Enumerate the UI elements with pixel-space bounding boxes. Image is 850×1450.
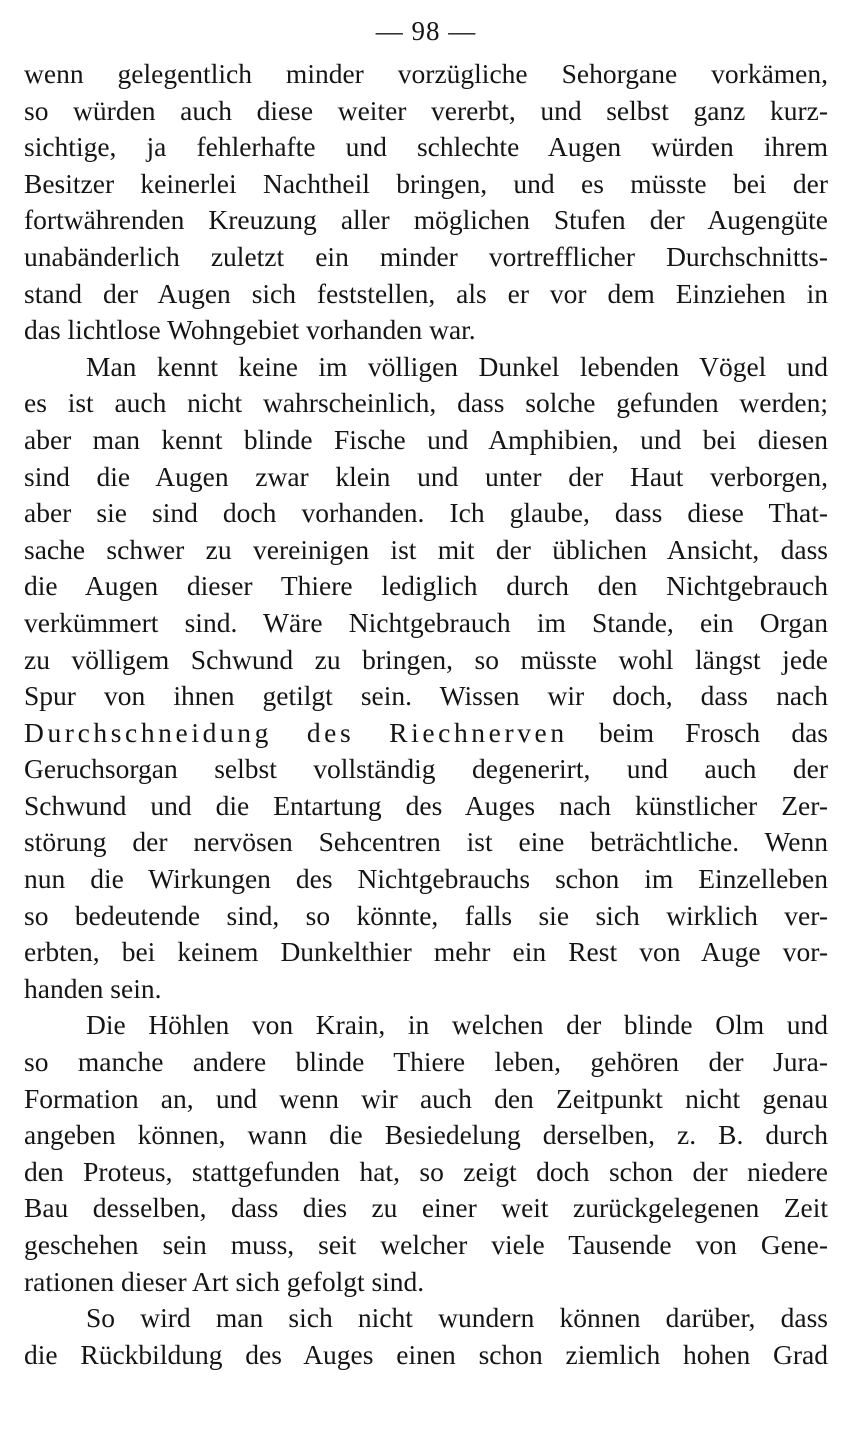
- text-line: erbten, bei keinem Dunkelthier mehr ein Rest von Auge vor-: [24, 936, 828, 968]
- text-line: störung der nervösen Sehcentren ist eine beträchtliche. Wenn: [24, 826, 828, 858]
- body-text: [24, 56, 828, 1373]
- text-line: sichtige, ja fehlerhafte und schlechte Augen würden ihrem: [24, 131, 828, 163]
- spaced-emphasis: Durchschneidung des Riechnerven: [24, 716, 568, 748]
- text-line: aber man kennt blinde Fische und Amphibien, und bei diesen: [24, 423, 828, 455]
- text-line: wenn gelegentlich minder vorzügliche Sehorgane vorkämen,: [24, 58, 828, 89]
- text-line: Geruchsorgan selbst vollständig degenerirt, und auch der: [24, 753, 828, 785]
- text-line: so bedeutende sind, so könnte, falls sie sich wirklich ver-: [24, 899, 828, 931]
- text-line: geschehen sein muss, seit welcher viele Tausende von Gene-: [24, 1229, 828, 1260]
- text-line: So wird man sich nicht wundern können darüber, dass: [86, 1302, 828, 1334]
- page-number: — 98 —: [375, 16, 477, 46]
- paragraph-1: [24, 56, 828, 349]
- text-line: unabänderlich zuletzt ein minder vortrefflicher Durchschnitts-: [24, 240, 828, 272]
- text-line: Schwund und die Entartung des Auges nach künstlicher Zer-: [24, 789, 828, 821]
- text-line: den Proteus, stattgefunden hat, so zeigt doch schon der niedere: [24, 1155, 828, 1187]
- text-line-tail: beim Frosch das: [567, 716, 828, 748]
- text-line: so würden auch diese weiter vererbt, und selbst ganz kurz-: [24, 94, 828, 126]
- text-line: aber sie sind doch vorhanden. Ich glaube, dass diese That-: [24, 497, 828, 529]
- text-line: Bau desselben, dass dies zu einer weit zurückgelegenen Zeit: [24, 1192, 828, 1224]
- text-line: fortwährenden Kreuzung aller möglichen Stufen der Augengüte: [24, 204, 828, 236]
- text-line: Man kennt keine im völligen Dunkel lebenden Vögel und: [86, 350, 828, 382]
- paragraph-4: [24, 1300, 828, 1373]
- text-line: das lichtlose Wohngebiet vorhanden war.: [24, 314, 476, 346]
- paragraph-2: [24, 349, 828, 1008]
- text-line: so manche andere blinde Thiere leben, gehören der Jura-: [24, 1046, 828, 1078]
- text-line: die Augen dieser Thiere lediglich durch den Nichtgebrauch: [24, 570, 828, 602]
- text-line: die Rückbildung des Auges einen schon ziemlich hohen Grad: [24, 1338, 828, 1370]
- text-line: Die Höhlen von Krain, in welchen der blinde Olm und: [86, 1009, 828, 1041]
- paragraph-3: [24, 1007, 828, 1300]
- text-line: Spur von ihnen getilgt sein. Wissen wir doch, dass nach: [24, 680, 828, 712]
- text-line: sache schwer zu vereinigen ist mit der üblichen Ansicht, dass: [24, 533, 828, 565]
- text-line: sind die Augen zwar klein und unter der Haut verborgen,: [24, 460, 828, 492]
- text-line: verkümmert sind. Wäre Nichtgebrauch im Stande, ein Organ: [24, 606, 828, 638]
- text-line: nun die Wirkungen des Nichtgebrauchs schon im Einzelleben: [24, 863, 828, 895]
- text-line: Formation an, und wenn wir auch den Zeitpunkt nicht genau: [24, 1082, 828, 1114]
- text-line: handen sein.: [24, 972, 162, 1004]
- text-line: angeben können, wann die Besiedelung derselben, z. B. durch: [24, 1119, 828, 1151]
- text-line: zu völligem Schwund zu bringen, so müsste wohl längst jede: [24, 643, 828, 675]
- text-line: Besitzer keinerlei Nachtheil bringen, und es müsste bei der: [24, 167, 828, 199]
- text-line: es ist auch nicht wahrscheinlich, dass solche gefunden werden;: [24, 387, 828, 419]
- text-line-spaced: [24, 715, 828, 752]
- text-line: rationen dieser Art sich gefolgt sind.: [24, 1265, 425, 1297]
- text-line: stand der Augen sich feststellen, als er vor dem Einziehen in: [24, 277, 828, 309]
